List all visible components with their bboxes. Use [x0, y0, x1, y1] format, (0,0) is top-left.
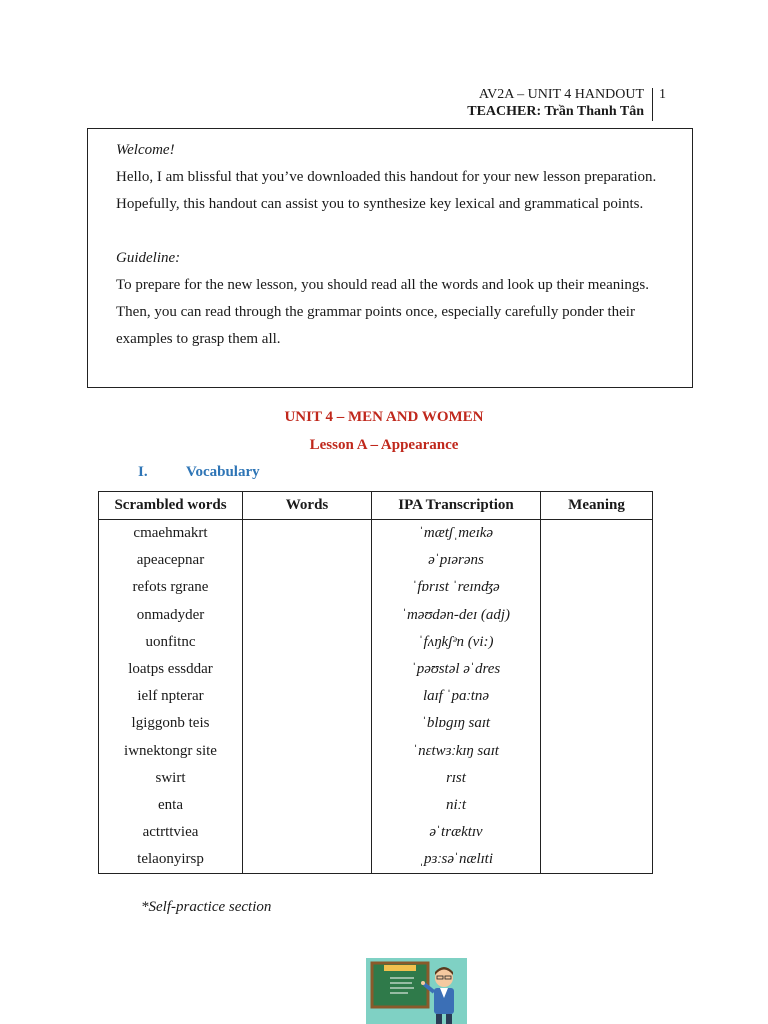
- cell-scrambled-word: apeacepnar: [99, 547, 243, 574]
- table-row: [99, 819, 653, 846]
- cell-scrambled-word: refots rgrane: [99, 574, 243, 601]
- table-row: [99, 683, 653, 710]
- cell-ipa: rɪst: [372, 765, 541, 792]
- cell-meaning: [541, 846, 653, 874]
- cell-meaning: [541, 710, 653, 737]
- vocabulary-table: [98, 491, 653, 874]
- cell-ipa: ˈfɒrɪst ˈreɪnʤə: [372, 574, 541, 601]
- cell-scrambled-word: cmaehmakrt: [99, 520, 243, 548]
- teacher-illustration: [366, 958, 467, 1024]
- cell-meaning: [541, 765, 653, 792]
- header-meaning: Meaning: [541, 492, 653, 520]
- cell-meaning: [541, 602, 653, 629]
- cell-scrambled-word: enta: [99, 792, 243, 819]
- cell-scrambled-word: iwnektongr site: [99, 738, 243, 765]
- header-words: Words: [243, 492, 372, 520]
- section-heading: [138, 464, 260, 481]
- cell-scrambled-word: uonfitnc: [99, 629, 243, 656]
- cell-ipa: əˈtræktɪv: [372, 819, 541, 846]
- cell-meaning: [541, 520, 653, 548]
- cell-word: [243, 547, 372, 574]
- cell-meaning: [541, 738, 653, 765]
- cell-scrambled-word: swirt: [99, 765, 243, 792]
- cell-word: [243, 602, 372, 629]
- cell-meaning: [541, 792, 653, 819]
- table-header-row: [99, 492, 653, 520]
- table-row: [99, 738, 653, 765]
- cell-ipa: ˈpəʊstəl əˈdres: [372, 656, 541, 683]
- table-row: [99, 846, 653, 874]
- page-number: 1: [659, 87, 666, 102]
- cell-word: [243, 765, 372, 792]
- cell-word: [243, 520, 372, 548]
- table-row: [99, 710, 653, 737]
- teacher-name: TEACHER: Trần Thanh Tân: [467, 104, 644, 119]
- cell-meaning: [541, 683, 653, 710]
- cell-ipa: ˈməʊdən-deɪ (adj): [372, 602, 541, 629]
- section-number: I.: [138, 464, 148, 480]
- table-row: [99, 547, 653, 574]
- cell-scrambled-word: telaonyirsp: [99, 846, 243, 874]
- header-ipa: IPA Transcription: [372, 492, 541, 520]
- cell-word: [243, 819, 372, 846]
- handout-title: AV2A – UNIT 4 HANDOUT: [478, 87, 644, 102]
- cell-word: [243, 629, 372, 656]
- table-row: [99, 792, 653, 819]
- cell-scrambled-word: onmadyder: [99, 602, 243, 629]
- cell-ipa: niːt: [372, 792, 541, 819]
- self-practice-note: *Self-practice section: [141, 899, 272, 915]
- cell-meaning: [541, 629, 653, 656]
- cell-ipa: ˌpɜːsəˈnælɪti: [372, 846, 541, 874]
- table-row: [99, 765, 653, 792]
- teacher-with-blackboard-icon: [366, 958, 467, 1024]
- cell-scrambled-word: loatps essddar: [99, 656, 243, 683]
- cell-ipa: ˈmætʃˌmeɪkə: [372, 520, 541, 548]
- cell-ipa: laɪf ˈpɑːtnə: [372, 683, 541, 710]
- welcome-text: Hello, I am blissful that you’ve downloaded this handout for your new lesson preparation. Hopefully, this handout can assist you to synthesize key lexical and grammatical points.: [116, 169, 657, 212]
- cell-scrambled-word: ielf npterar: [99, 683, 243, 710]
- cell-scrambled-word: actrttviea: [99, 819, 243, 846]
- table-row: [99, 656, 653, 683]
- cell-word: [243, 574, 372, 601]
- cell-ipa: ˈfʌŋkʃᵊn (vi:): [372, 629, 541, 656]
- header-text: [467, 86, 644, 120]
- cell-ipa: ˈnɛtwɜːkɪŋ saɪt: [372, 738, 541, 765]
- cell-meaning: [541, 656, 653, 683]
- cell-word: [243, 792, 372, 819]
- table-row: [99, 574, 653, 601]
- cell-meaning: [541, 547, 653, 574]
- header-divider: [652, 88, 653, 121]
- cell-word: [243, 710, 372, 737]
- cell-word: [243, 738, 372, 765]
- header-scrambled-words: Scrambled words: [99, 492, 243, 520]
- cell-word: [243, 683, 372, 710]
- table-row: [99, 520, 653, 548]
- vocabulary-table-body: [99, 520, 653, 874]
- cell-meaning: [541, 819, 653, 846]
- cell-ipa: ˈblɒgɪŋ saɪt: [372, 710, 541, 737]
- cell-word: [243, 846, 372, 874]
- table-row: [99, 602, 653, 629]
- welcome-heading: Welcome!: [116, 142, 175, 158]
- section-title: Vocabulary: [186, 464, 260, 480]
- guideline-heading: Guideline:: [116, 250, 181, 266]
- cell-meaning: [541, 574, 653, 601]
- table-row: [99, 629, 653, 656]
- lesson-title: Lesson A – Appearance: [309, 437, 459, 453]
- cell-scrambled-word: lgiggonb teis: [99, 710, 243, 737]
- guideline-text: To prepare for the new lesson, you should read all the words and look up their meanings. Then, you can read through the grammar points once, especially carefully ponder their examples to grasp them all.: [116, 277, 649, 347]
- unit-title: UNIT 4 – MEN AND WOMEN: [284, 409, 484, 425]
- page-header: [440, 86, 668, 122]
- cell-word: [243, 656, 372, 683]
- intro-box: [87, 128, 693, 388]
- cell-ipa: əˈpɪərəns: [372, 547, 541, 574]
